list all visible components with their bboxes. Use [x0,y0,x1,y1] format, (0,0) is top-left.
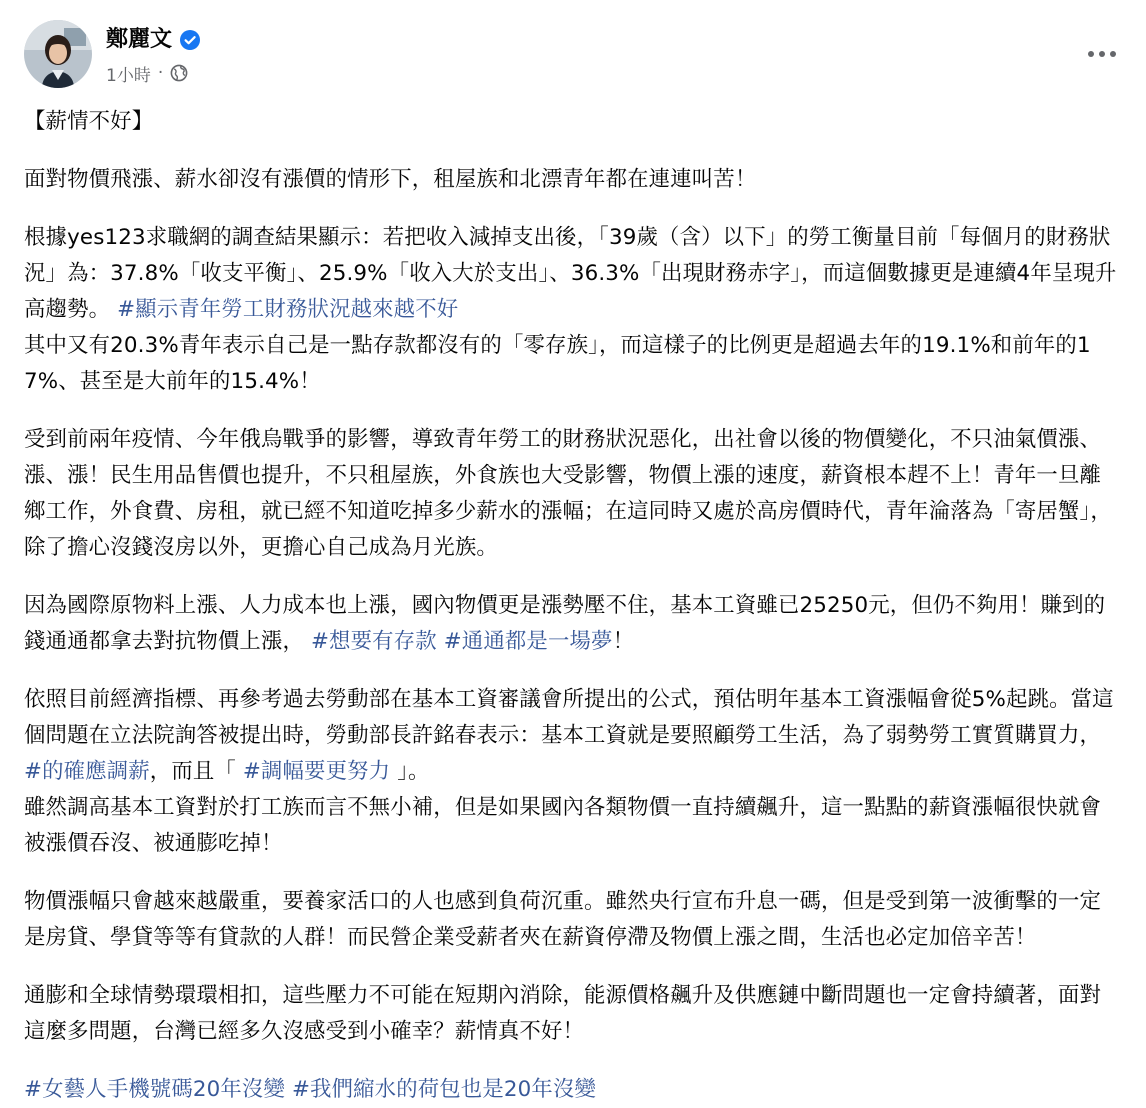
post-timestamp[interactable]: 1小時 [106,65,151,86]
more-options-icon [1087,50,1117,58]
minimum-wage-mid-text: ，而且「 [149,759,236,784]
wages-end-text: ！ [612,629,635,654]
meta-separator: · [157,63,164,83]
paragraph-minimum-wage [24,682,1120,862]
paragraph-pressure: 物價漲幅只會越來越嚴重，要養家活口的人也感到負荷沉重。雖然央行宣布升息一碼，但是受到第一波衝擊的一定是房貸、學貸等等有貸款的人群！而民營企業受薪者夾在薪資停滯及物價上漲之間，生活也必定加倍辛苦！ [24,889,1102,950]
verified-badge-icon [180,30,200,50]
paragraph-survey [24,220,1120,400]
paragraph-intro: 面對物價飛漲、薪水卻沒有漲價的情形下，租屋族和北漂青年都在連連叫苦！ [24,167,757,192]
author-name[interactable]: 鄭麗文 [106,27,173,52]
paragraph-conclusion: 通膨和全球情勢環環相扣，這些壓力不可能在短期內消除，能源價格飆升及供應鏈中斷問題也一定會持續著，面對這麼多問題，台灣已經多久沒感受到小確幸？薪情真不好！ [24,983,1102,1044]
hashtag-link[interactable]: #通通都是一場夢 [443,629,613,654]
minimum-wage-text: 依照目前經濟指標、再參考過去勞動部在基本工資審議會所提出的公式，預估明年基本工資漲幅會從5%起跳。當這個問題在立法院詢答被提出時，勞動部長許銘春表示：基本工資就是要照顧勞工生活，為了弱勢勞工實質購買力， [24,687,1114,748]
author-avatar[interactable] [24,20,92,88]
minimum-wage-end-text: 」。 [397,759,430,784]
post-title: 【薪情不好】 [24,109,154,134]
more-options-button[interactable] [1080,36,1124,72]
avatar-photo [24,20,92,88]
hashtag-link[interactable]: #的確應調薪 [24,759,150,784]
survey-text: 根據yes123求職網的調查結果顯示：若把收入減掉支出後，「39歲（含）以下」的勞工衡量目前「每個月的財務狀況」為：37.8%「收支平衡」、25.9%「收入大於支出」、36.3%「出現財務赤字」，而這個數據更是連續4年呈現升高趨勢。 [24,225,1117,322]
globe-icon[interactable] [170,64,188,82]
zero-savings-text: 其中又有20.3%青年表示自己是一點存款都沒有的「零存族」，而這樣子的比例更是超過去年的19.1%和前年的17%、甚至是大前年的15.4%！ [24,333,1091,394]
paragraph-wages [24,588,1120,660]
hashtag-link[interactable]: #我們縮水的荷包也是20年沒變 [291,1077,597,1102]
closing-hashtags [24,1072,1120,1108]
author-row [106,24,200,56]
post-header [24,20,1124,90]
hashtag-link[interactable]: #調幅要更努力 [242,759,391,784]
post-meta [106,60,188,86]
hashtag-link[interactable]: #想要有存款 [310,629,437,654]
hashtag-link[interactable]: #女藝人手機號碼20年沒變 [24,1077,285,1102]
hashtag-link[interactable]: #顯示青年勞工財務狀況越來越不好 [117,297,459,322]
paragraph-inflation: 受到前兩年疫情、今年俄烏戰爭的影響，導致青年勞工的財務狀況惡化，出社會以後的物價變化，不只油氣價漲、漲、漲！民生用品售價也提升，不只租屋族，外食族也大受影響，物價上漲的速度，薪資根本趕不上！青年一旦離鄉工作，外食費、房租，就已經不知道吃掉多少薪水的漲幅；在這同時又處於高房價時代，青年淪落為「寄居蟹」，除了擔心沒錢沒房以外，更擔心自己成為月光族。 [24,427,1112,560]
wages-text: 因為國際原物料上漲、人力成本也上漲，國內物價更是漲勢壓不住，基本工資雖已25250元，但仍不夠用！賺到的錢通通都拿去對抗物價上漲， [24,593,1106,654]
wage-increase-text: 雖然調高基本工資對於打工族而言不無小補，但是如果國內各類物價一直持續飆升，這一點點的薪資漲幅很快就會被漲價吞沒、被通膨吃掉！ [24,795,1102,856]
post-body [24,104,1120,1108]
